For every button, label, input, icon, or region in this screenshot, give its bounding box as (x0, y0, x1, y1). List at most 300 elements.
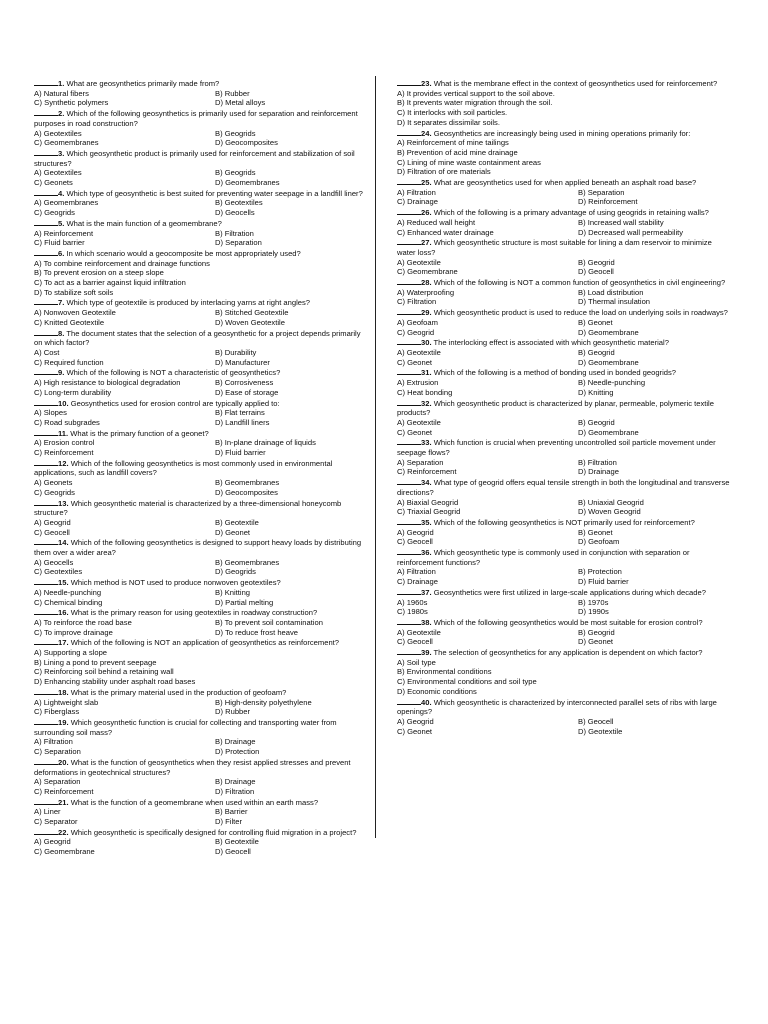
question-stem (397, 617, 731, 628)
question-text: Which function is crucial when preventing uncontrolled soil particle movement under seepage flows? (397, 438, 716, 458)
answer-option: B) Needle-punching (578, 378, 646, 388)
question-item (397, 277, 731, 307)
answer-blank[interactable] (397, 78, 421, 86)
question-text: Geosynthetics are increasingly being used in mining operations primarily for: (433, 128, 691, 138)
answer-blank[interactable] (397, 398, 421, 406)
answer-option: D) Thermal insulation (578, 297, 651, 307)
answer-blank[interactable] (397, 517, 421, 525)
answer-option: B) 1970s (578, 597, 609, 607)
answer-options (34, 229, 368, 248)
question-number: 5. (58, 218, 65, 228)
answer-options (34, 89, 368, 108)
question-item (34, 607, 368, 637)
question-text: Which of the following is NOT a characteristic of geosynthetics? (66, 368, 281, 378)
answer-option: D) Geotextile (578, 726, 623, 736)
answer-blank[interactable] (34, 78, 58, 86)
question-text: Which of the following geosynthetics is NOT primarily used for reinforcement? (433, 517, 695, 527)
answer-option: A) High resistance to biological degradation (34, 378, 181, 388)
answer-option: B) Separation (578, 187, 625, 197)
answer-option: C) Geomembrane (34, 847, 95, 857)
answer-option: D) Filter (215, 817, 242, 827)
answer-option: B) Prevention of acid mine drainage (397, 147, 518, 157)
answer-blank[interactable] (34, 218, 58, 226)
question-item (397, 78, 731, 128)
answer-option: D) Filtration (215, 786, 255, 796)
answer-option: A) Geotextiles (34, 168, 82, 178)
answer-option: A) Separation (397, 457, 444, 467)
answer-option: D) Geonet (578, 637, 614, 647)
answer-blank[interactable] (397, 647, 421, 655)
question-item (34, 687, 368, 717)
question-stem (397, 477, 731, 497)
answer-option: C) Triaxial Geogrid (397, 507, 461, 517)
answer-option: A) Geotextile (397, 627, 441, 637)
question-stem (34, 148, 368, 168)
answer-option: A) Reinforcement (34, 228, 94, 238)
answer-options (34, 618, 368, 637)
answer-option: B) Knitting (215, 587, 251, 597)
question-text: What is the function of a geomembrane when used within an earth mass? (70, 797, 319, 807)
answer-blank[interactable] (397, 547, 421, 555)
question-stem (34, 328, 368, 348)
question-item (397, 367, 731, 397)
question-item (34, 367, 368, 397)
answer-option: D) Woven Geogrid (578, 507, 641, 517)
answer-options (397, 498, 731, 517)
answer-option: A) Geogrid (34, 837, 71, 847)
answer-blank[interactable] (397, 307, 421, 315)
answer-option: D) Manufacturer (215, 357, 270, 367)
answer-option: D) Geocell (578, 267, 614, 277)
answer-blank[interactable] (34, 398, 58, 406)
answer-option: C) Reinforcement (34, 786, 94, 796)
question-number: 11. (58, 428, 69, 438)
question-stem (397, 367, 731, 378)
question-number: 35. (421, 517, 432, 527)
answer-option: B) Durability (215, 347, 257, 357)
question-item (397, 177, 731, 207)
question-item (34, 797, 368, 827)
answer-option: B) Corrosiveness (215, 378, 274, 388)
answer-option: C) Geonet (397, 427, 433, 437)
answer-options (397, 218, 731, 237)
question-number: 19. (58, 718, 69, 727)
question-item (34, 757, 368, 797)
answer-option: A) Geogrid (397, 717, 434, 726)
answer-option: A) Geonets (34, 478, 73, 488)
answer-blank[interactable] (397, 697, 421, 705)
question-item (34, 218, 368, 248)
question-text: What is the primary function of a geonet? (70, 428, 209, 438)
question-stem (34, 757, 368, 777)
answer-blank[interactable] (397, 207, 421, 215)
answer-option: A) Reduced wall height (397, 217, 476, 227)
answer-blank[interactable] (34, 428, 58, 436)
question-stem (34, 607, 368, 618)
question-number: 7. (58, 298, 65, 308)
question-number: 15. (58, 578, 69, 588)
question-stem (397, 207, 731, 218)
answer-option: B) Drainage (215, 777, 256, 787)
question-stem (34, 108, 368, 128)
question-item (34, 717, 368, 757)
answer-option: B) Geonet (578, 317, 613, 327)
question-number: 13. (58, 498, 69, 508)
answer-option: C) It interlocks with soil particles. (397, 108, 508, 118)
answer-option: A) Cost (34, 347, 60, 357)
answer-option: C) Separation (34, 747, 81, 757)
answer-option: D) To stabilize soft soils (34, 287, 114, 297)
question-number: 18. (58, 687, 69, 697)
question-number: 17. (58, 638, 69, 648)
answer-option: B) In-plane drainage of liquids (215, 438, 316, 448)
answer-option: B) Protection (578, 567, 622, 577)
answer-option: C) Geocell (34, 527, 70, 537)
answer-option: A) Filtration (397, 567, 436, 577)
answer-option: A) Geomembranes (34, 198, 99, 208)
answer-option: B) Geogrid (578, 627, 615, 637)
question-number: 28. (421, 278, 432, 288)
answer-option: A) Erosion control (34, 438, 95, 448)
answer-option: A) Geotextiles (34, 128, 82, 138)
answer-options (397, 138, 731, 177)
answer-option: B) Geogrids (215, 168, 256, 178)
answer-options (397, 528, 731, 547)
answer-blank[interactable] (34, 498, 58, 506)
answer-option: D) Filtration of ore materials (397, 167, 491, 177)
answer-blank[interactable] (34, 827, 58, 835)
question-item (34, 537, 368, 577)
answer-options (397, 598, 731, 617)
answer-blank[interactable] (34, 687, 58, 695)
answer-option: A) Reinforcement of mine tailings (397, 138, 509, 148)
answer-options (34, 129, 368, 148)
answer-option: A) 1960s (397, 597, 428, 607)
question-number: 30. (421, 338, 432, 348)
question-text: Which method is NOT used to produce nonwoven geotextiles? (70, 578, 281, 588)
answer-blank[interactable] (34, 637, 58, 645)
answer-option: C) Geocell (397, 537, 433, 547)
question-stem (397, 337, 731, 348)
question-item (34, 297, 368, 327)
answer-option: D) Decreased wall permeability (578, 227, 684, 237)
answer-option: B) Load distribution (578, 287, 644, 297)
question-number: 4. (58, 188, 65, 198)
question-stem (34, 687, 368, 698)
question-item (397, 647, 731, 697)
answer-blank[interactable] (397, 477, 421, 485)
answer-blank[interactable] (397, 337, 421, 345)
answer-blank[interactable] (397, 617, 421, 625)
answer-option: B) To prevent soil contamination (215, 617, 323, 627)
answer-option: C) Long-term durability (34, 387, 112, 397)
question-text: Which of the following is a primary advantage of using geogrids in retaining walls? (433, 208, 709, 218)
answer-option: B) Environmental conditions (397, 667, 492, 677)
question-stem (397, 517, 731, 528)
question-text: Which geosynthetic product is primarily used for reinforcement and stabilization of soil structures? (34, 148, 355, 168)
question-stem (34, 248, 368, 259)
answer-option: A) Soil type (397, 657, 436, 667)
question-text: Which of the following geosynthetics is primarily used for separation and reinforcement purposes in road construction? (34, 109, 358, 128)
answer-blank[interactable] (397, 437, 421, 445)
question-text: What is the primary material used in the production of geofoam? (70, 687, 287, 697)
question-text: What is the membrane effect in the context of geosynthetics used for reinforcement? (433, 79, 718, 88)
question-text: Geosynthetics used for erosion control are typically applied to: (70, 398, 280, 408)
answer-options (397, 258, 731, 277)
right-column (397, 78, 731, 736)
question-text: Which geosynthetic is characterized by interconnected parallel sets of ribs with large openings? (397, 697, 717, 717)
answer-option: C) Geocell (397, 637, 433, 647)
left-column (34, 78, 368, 857)
answer-option: D) Separation (215, 238, 262, 248)
answer-option: A) Separation (34, 777, 81, 787)
answer-blank[interactable] (34, 108, 58, 116)
question-number: 6. (58, 248, 65, 258)
question-text: Which geosynthetic structure is most suitable for lining a dam reservoir to minimize water loss? (397, 238, 712, 257)
answer-option: C) Road subgrades (34, 417, 100, 427)
answer-blank[interactable] (397, 367, 421, 375)
answer-option: D) Geomembrane (578, 327, 639, 337)
answer-blank[interactable] (34, 757, 58, 765)
question-number: 14. (58, 538, 69, 548)
answer-option: B) It prevents water migration through the soil. (397, 98, 553, 108)
question-item (397, 307, 731, 337)
answer-option: C) Lining of mine waste containment areas (397, 157, 541, 167)
answer-option: D) Enhancing stability under asphalt road bases (34, 677, 196, 687)
question-stem (34, 577, 368, 588)
question-item (34, 398, 368, 428)
question-item (34, 577, 368, 607)
answer-option: A) Liner (34, 807, 61, 817)
answer-option: D) Geomembrane (578, 357, 639, 367)
answer-option: A) Geotextile (397, 347, 441, 357)
answer-option: C) Heat bonding (397, 387, 453, 397)
answer-blank[interactable] (34, 797, 58, 805)
question-number: 29. (421, 308, 432, 318)
answer-blank[interactable] (397, 128, 421, 136)
answer-options (34, 378, 368, 397)
question-number: 25. (421, 178, 432, 188)
answer-blank[interactable] (397, 177, 421, 185)
answer-blank[interactable] (397, 237, 421, 245)
answer-option: A) Supporting a slope (34, 648, 108, 658)
question-text: Which geosynthetic is specifically designed for controlling fluid migration in a project? (70, 827, 357, 837)
question-stem (397, 647, 731, 658)
question-number: 1. (58, 79, 65, 88)
question-item (397, 587, 731, 617)
question-text: What are geosynthetics used for when applied beneath an asphalt road base? (433, 178, 697, 188)
answer-option: B) Flat terrains (215, 408, 265, 418)
answer-option: D) Geocomposites (215, 487, 278, 497)
question-stem (397, 177, 731, 188)
answer-option: B) Drainage (215, 737, 256, 747)
answer-options (34, 737, 368, 756)
question-number: 31. (421, 368, 432, 378)
answer-option: D) Metal alloys (215, 98, 266, 108)
answer-options (34, 588, 368, 607)
question-text: Which of the following is NOT an application of geosynthetics as reinforcement? (70, 638, 339, 648)
question-item (34, 148, 368, 188)
answer-option: A) To combine reinforcement and drainage functions (34, 258, 210, 268)
answer-option: A) Geogrid (34, 517, 71, 527)
answer-options (34, 777, 368, 796)
question-stem (397, 307, 731, 318)
answer-option: B) Increased wall stability (578, 217, 664, 227)
question-item (34, 637, 368, 687)
answer-blank[interactable] (34, 248, 58, 256)
answer-option: D) Reinforcement (578, 197, 638, 207)
answer-option: D) Geocomposites (215, 138, 278, 148)
answer-option: D) Rubber (215, 707, 251, 717)
answer-blank[interactable] (397, 277, 421, 285)
answer-options (34, 408, 368, 427)
answer-option: B) Barrier (215, 807, 248, 817)
answer-options (34, 558, 368, 577)
answer-options (34, 648, 368, 687)
answer-option: B) Stitched Geotextile (215, 308, 289, 318)
answer-blank[interactable] (34, 577, 58, 585)
question-stem (34, 428, 368, 439)
question-number: 10. (58, 398, 69, 408)
question-text: What is the function of geosynthetics when they resist applied stresses and prevent deformations in geotechnical structures? (34, 757, 351, 777)
question-text: Which of the following is a method of bonding used in bonded geogrids? (433, 368, 677, 378)
answer-option: D) Geocells (215, 208, 255, 218)
answer-options (397, 318, 731, 337)
answer-option: B) Geotextiles (215, 198, 263, 208)
question-number: 2. (58, 109, 65, 119)
answer-option: A) Geocells (34, 557, 74, 567)
answer-options (34, 348, 368, 367)
answer-option: A) Geogrid (397, 527, 434, 537)
question-stem (34, 297, 368, 308)
answer-blank[interactable] (34, 297, 58, 305)
answer-option: A) Geotextile (397, 417, 441, 427)
answer-option: A) Filtration (397, 187, 436, 197)
question-stem (397, 398, 731, 418)
question-number: 36. (421, 548, 432, 558)
question-stem (34, 498, 368, 518)
answer-blank[interactable] (34, 537, 58, 545)
question-number: 20. (58, 757, 69, 767)
answer-blank[interactable] (34, 148, 58, 156)
question-item (34, 428, 368, 458)
answer-option: B) Geocell (578, 717, 614, 726)
question-stem (34, 797, 368, 808)
question-text: The document states that the selection of a geosynthetic for a project depends primarily on which factor? (34, 328, 361, 348)
answer-option: A) Needle-punching (34, 587, 102, 597)
answer-option: C) Fiberglass (34, 707, 80, 717)
answer-option: D) Knitting (578, 387, 614, 397)
answer-option: B) Geogrid (578, 257, 615, 267)
question-stem (34, 458, 368, 478)
answer-options (397, 567, 731, 586)
answer-option: A) Lightweight slab (34, 697, 99, 707)
answer-option: D) Geomembrane (578, 427, 639, 437)
answer-option: B) Geogrid (578, 417, 615, 427)
answer-options (397, 89, 731, 128)
question-text: What type of geogrid offers equal tensile strength in both the longitudinal and transverse directions? (397, 478, 730, 497)
answer-blank[interactable] (34, 328, 58, 336)
answer-options (34, 198, 368, 217)
question-item (397, 617, 731, 647)
question-item (34, 328, 368, 368)
answer-option: B) Filtration (578, 457, 617, 467)
answer-option: C) Reinforcing soil behind a retaining wall (34, 667, 174, 677)
question-number: 23. (421, 79, 432, 88)
question-number: 22. (58, 827, 69, 837)
question-number: 40. (421, 697, 432, 707)
answer-option: C) Drainage (397, 577, 438, 587)
question-text: The selection of geosynthetics for any application is dependent on which factor? (433, 648, 703, 658)
question-text: Geosynthetics were first utilized in large-scale applications during which decade? (433, 587, 706, 597)
answer-blank[interactable] (34, 188, 58, 196)
answer-option: C) Geonet (397, 726, 433, 736)
answer-options (34, 807, 368, 826)
question-stem (397, 697, 731, 717)
answer-option: C) Geonets (34, 178, 73, 188)
question-text: What is the main function of a geomembrane? (66, 218, 222, 228)
question-number: 32. (421, 398, 432, 408)
question-number: 38. (421, 617, 432, 627)
answer-options (397, 717, 731, 736)
answer-option: C) Geogrid (397, 327, 435, 337)
answer-blank[interactable] (34, 717, 58, 725)
question-item (397, 337, 731, 367)
answer-option: C) Required function (34, 357, 104, 367)
answer-option: C) Reinforcement (397, 467, 457, 477)
answer-option: B) Geotextile (215, 517, 259, 527)
answer-blank[interactable] (34, 458, 58, 466)
question-text: Which geosynthetic product is characterized by planar, permeable, polymeric textile products? (397, 398, 714, 418)
question-text: Which type of geosynthetic is best suited for preventing water seepage in a landfill liner? (66, 188, 363, 198)
answer-option: C) Synthetic polymers (34, 98, 109, 108)
answer-blank[interactable] (34, 367, 58, 375)
answer-options (34, 478, 368, 497)
question-item (397, 207, 731, 237)
answer-option: C) Filtration (397, 297, 437, 307)
question-item (397, 517, 731, 547)
question-text: Which geosynthetic product is used to reduce the load on underlying soils in roadways? (433, 308, 728, 318)
answer-option: C) Geotextiles (34, 567, 83, 577)
answer-options (397, 628, 731, 647)
question-text: In which scenario would a geocomposite be most appropriately used? (66, 248, 301, 258)
answer-option: A) Waterproofing (397, 287, 455, 297)
answer-option: C) Geogrids (34, 208, 75, 218)
question-number: 26. (421, 208, 432, 218)
answer-option: B) To prevent erosion on a steep slope (34, 268, 164, 278)
answer-options (34, 308, 368, 327)
answer-option: C) Drainage (397, 197, 438, 207)
answer-option: B) Lining a pond to prevent seepage (34, 657, 157, 667)
question-item (397, 398, 731, 438)
answer-option: C) Reinforcement (34, 448, 94, 458)
answer-option: D) Fluid barrier (215, 448, 266, 458)
question-item (34, 78, 368, 108)
answer-option: D) Geonet (215, 527, 251, 537)
answer-blank[interactable] (397, 587, 421, 595)
answer-option: B) Geonet (578, 527, 613, 537)
answer-option: D) Geogrids (215, 567, 256, 577)
answer-blank[interactable] (34, 607, 58, 615)
answer-option: B) Geogrids (215, 128, 256, 138)
question-item (397, 237, 731, 277)
question-stem (34, 398, 368, 409)
answer-options (34, 438, 368, 457)
question-stem (397, 587, 731, 598)
question-item (397, 128, 731, 178)
question-number: 21. (58, 797, 69, 807)
question-number: 3. (58, 148, 65, 158)
